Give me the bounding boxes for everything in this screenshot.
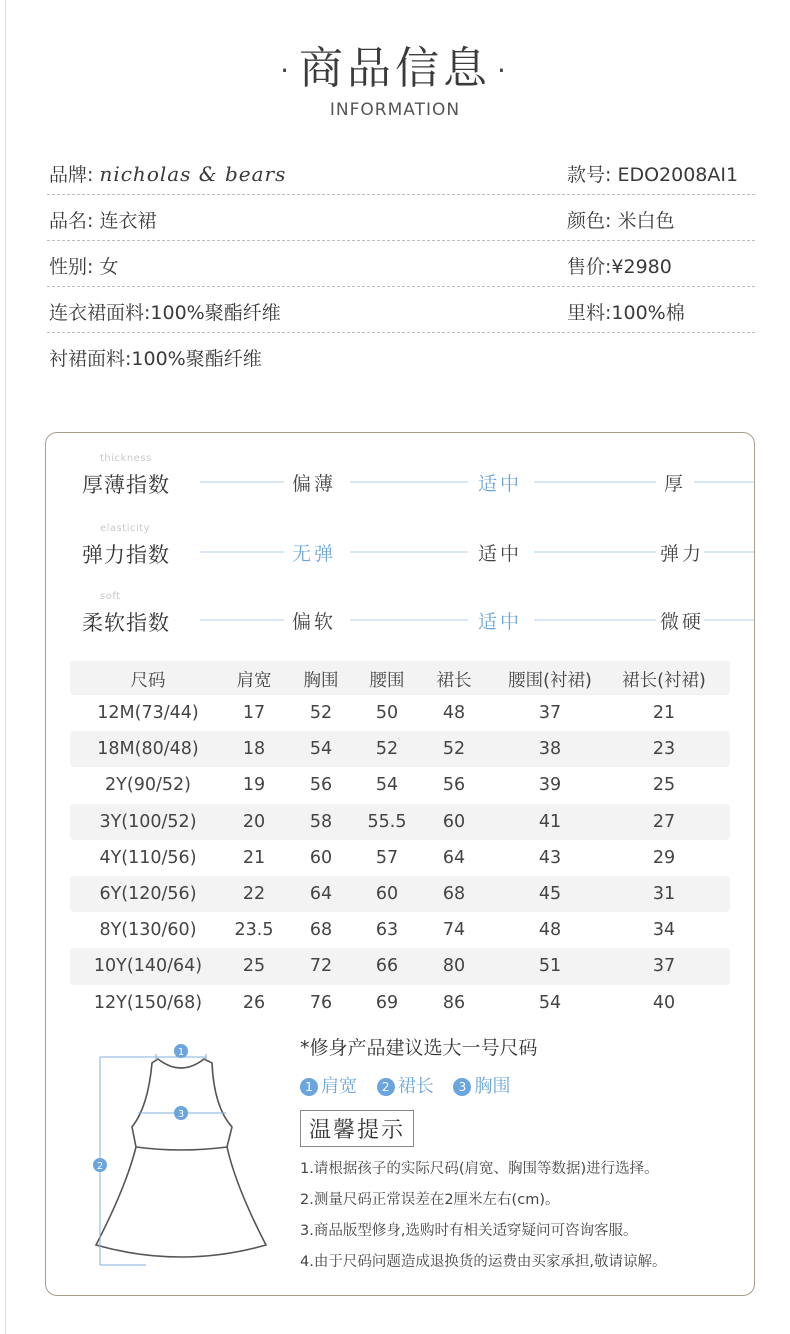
table-row: [70, 767, 730, 803]
table-cell: 57: [375, 847, 399, 868]
table-cell: 41: [538, 811, 562, 832]
product-color: 颜色: 米白色: [567, 210, 675, 232]
index-line: [200, 551, 284, 553]
table-header-cell: 尺码: [130, 671, 166, 691]
product-gender: 性别: 女: [49, 256, 119, 278]
table-cell: 39: [538, 775, 562, 796]
table-cell: 55.5: [367, 811, 407, 832]
index-option: 偏软: [292, 611, 337, 633]
index-line: [704, 619, 754, 621]
size-notes: [300, 1033, 740, 1271]
table-cell: 60: [375, 883, 399, 904]
index-option-active: 适中: [478, 611, 523, 633]
page-subtitle: INFORMATION: [329, 100, 461, 120]
table-cell: 21: [652, 703, 676, 723]
title-dot-left: ·: [280, 54, 293, 87]
index-elasticity: [82, 523, 762, 581]
info-row-name: [47, 194, 755, 241]
table-header-cell: 腰围: [369, 671, 405, 691]
table-cell: 4Y(110/56): [99, 847, 197, 868]
table-cell: 29: [652, 847, 676, 868]
legend-label: 裙长: [397, 1076, 434, 1097]
table-cell: 68: [442, 883, 466, 904]
index-line: [350, 619, 468, 621]
size-table: [70, 661, 730, 1021]
table-cell: 58: [309, 811, 333, 832]
index-en-label: elasticity: [100, 523, 151, 534]
brand-field: [49, 160, 286, 187]
table-cell: 54: [375, 775, 399, 796]
index-option: 厚: [664, 473, 687, 495]
legend-num: 1: [300, 1078, 318, 1096]
table-cell: 40: [652, 992, 676, 1013]
table-cell: 37: [538, 703, 562, 723]
left-edge-line: [5, 0, 6, 1334]
note-item: 1.请根据孩子的实际尺码(肩宽、胸围等数据)进行选择。: [300, 1161, 659, 1177]
table-cell: 12M(73/44): [97, 703, 199, 723]
table-cell: 60: [309, 847, 333, 868]
info-row-skirt: [47, 332, 755, 378]
table-row: [70, 876, 730, 912]
table-row: [70, 912, 730, 948]
index-name: 柔软指数: [82, 611, 170, 635]
table-header-cell: 裙长(衬裙): [622, 671, 706, 691]
table-cell: 54: [538, 992, 562, 1013]
legend-label: 肩宽: [321, 1076, 357, 1097]
legend-label: 胸围: [474, 1076, 511, 1097]
legend-chest: [453, 1076, 510, 1097]
index-option: 适中: [478, 543, 523, 565]
title-dot-right: ·: [497, 54, 510, 87]
legend-length: [377, 1076, 434, 1097]
table-cell: 18M(80/48): [97, 739, 199, 760]
table-cell: 74: [442, 920, 466, 941]
table-body: [70, 695, 730, 1021]
mark-length: 2: [96, 1161, 104, 1172]
table-cell: 52: [442, 739, 466, 760]
legend-num: 2: [377, 1078, 395, 1096]
table-cell: 64: [309, 883, 333, 904]
page-title: [0, 40, 790, 100]
index-line: [534, 551, 656, 553]
index-option: 偏薄: [292, 473, 337, 495]
table-row: [70, 948, 730, 984]
table-cell: 45: [538, 883, 562, 904]
table-cell: 21: [242, 847, 266, 868]
title-text: 商品信息: [299, 43, 491, 94]
skirt-fabric: 衬裙面料:100%聚酯纤维: [49, 348, 262, 370]
table-cell: 38: [538, 739, 562, 760]
table-cell: 48: [442, 703, 466, 723]
note-item: 4.由于尺码问题造成退换货的运费由买家承担,敬请谅解。: [300, 1254, 667, 1270]
table-cell: 76: [309, 992, 333, 1013]
measure-legend: [300, 1072, 740, 1098]
table-cell: 37: [652, 956, 676, 977]
table-cell: 17: [242, 703, 266, 723]
table-cell: 8Y(130/60): [99, 920, 197, 941]
legend-num: 3: [453, 1078, 471, 1096]
table-cell: 52: [309, 703, 333, 723]
index-option: 微硬: [660, 611, 705, 633]
table-cell: 12Y(150/68): [93, 992, 203, 1013]
index-name: 厚薄指数: [82, 473, 170, 497]
table-row: [70, 695, 730, 731]
info-row-fabric: [47, 286, 755, 333]
table-cell: 34: [652, 920, 676, 941]
size-card: [45, 432, 755, 1296]
table-cell: 52: [375, 739, 399, 760]
table-row: [70, 840, 730, 876]
index-line: [200, 619, 284, 621]
table-cell: 6Y(120/56): [99, 883, 197, 904]
table-cell: 66: [375, 956, 399, 977]
table-row: [70, 985, 730, 1021]
table-cell: 56: [442, 775, 466, 796]
index-en-label: thickness: [100, 453, 152, 464]
legend-shoulder: [300, 1076, 357, 1097]
index-en-label: soft: [100, 591, 121, 602]
table-cell: 2Y(90/52): [105, 775, 191, 796]
table-cell: 60: [442, 811, 466, 832]
section-header: [0, 40, 790, 120]
style-number: 款号: EDO2008AI1: [567, 164, 739, 186]
table-cell: 63: [375, 920, 399, 941]
note-item: 2.测量尺码正常误差在2厘米左右(cm)。: [300, 1192, 560, 1208]
mark-chest: 3: [177, 1109, 185, 1120]
index-option: 弹力: [660, 543, 705, 565]
notice-title: 温馨提示: [300, 1110, 414, 1147]
table-header-cell: 肩宽: [236, 671, 272, 691]
table-cell: 64: [442, 847, 466, 868]
info-row-gender: [47, 240, 755, 287]
table-cell: 43: [538, 847, 562, 868]
table-cell: 26: [242, 992, 266, 1013]
table-header: [70, 661, 730, 695]
table-cell: 20: [242, 811, 266, 832]
table-cell: 51: [538, 956, 562, 977]
brand-value: nicholas & bears: [99, 162, 287, 186]
note-item: 3.商品版型修身,选购时有相关适穿疑问可咨询客服。: [300, 1223, 638, 1239]
table-cell: 86: [442, 992, 466, 1013]
table-cell: 69: [375, 992, 399, 1013]
table-cell: 23: [652, 739, 676, 760]
index-line: [534, 619, 656, 621]
index-option-active: 无弹: [292, 543, 337, 565]
index-line: [350, 481, 468, 483]
dress-diagram: [86, 1037, 276, 1277]
table-cell: 31: [652, 883, 676, 904]
index-line: [534, 481, 656, 483]
brand-label: 品牌:: [49, 164, 94, 186]
table-row: [70, 804, 730, 840]
table-cell: 54: [309, 739, 333, 760]
measure-marks: [93, 1044, 188, 1172]
table-header-cell: 裙长: [436, 671, 472, 691]
table-cell: 3Y(100/52): [99, 811, 197, 832]
fit-tip: *修身产品建议选大一号尺码: [300, 1037, 538, 1059]
index-line: [694, 481, 754, 483]
table-cell: 22: [242, 883, 266, 904]
product-price: 售价:¥2980: [567, 256, 672, 278]
table-cell: 27: [652, 811, 676, 832]
table-cell: 23.5: [234, 920, 274, 941]
table-cell: 25: [652, 775, 676, 796]
table-cell: 50: [375, 703, 399, 723]
info-row-brand: [47, 148, 755, 195]
table-cell: 56: [309, 775, 333, 796]
table-cell: 19: [242, 775, 266, 796]
table-cell: 72: [309, 956, 333, 977]
product-name: 品名: 连衣裙: [49, 210, 157, 232]
table-cell: 18: [242, 739, 266, 760]
table-header-cell: 腰围(衬裙): [508, 671, 592, 691]
mark-shoulder: 1: [177, 1047, 185, 1058]
table-cell: 25: [242, 956, 266, 977]
index-line: [200, 481, 284, 483]
table-cell: 48: [538, 920, 562, 941]
index-line: [704, 551, 754, 553]
index-thickness: [82, 453, 762, 511]
index-line: [350, 551, 468, 553]
index-softness: [82, 591, 762, 649]
table-header-cell: 胸围: [303, 671, 339, 691]
table-row: [70, 731, 730, 767]
table-cell: 10Y(140/64): [93, 956, 203, 977]
index-name: 弹力指数: [82, 543, 170, 567]
index-option-active: 适中: [478, 473, 523, 495]
dress-fabric: 连衣裙面料:100%聚酯纤维: [49, 302, 281, 324]
table-cell: 80: [442, 956, 466, 977]
table-cell: 68: [309, 920, 333, 941]
lining-fabric: 里料:100%棉: [567, 302, 685, 324]
